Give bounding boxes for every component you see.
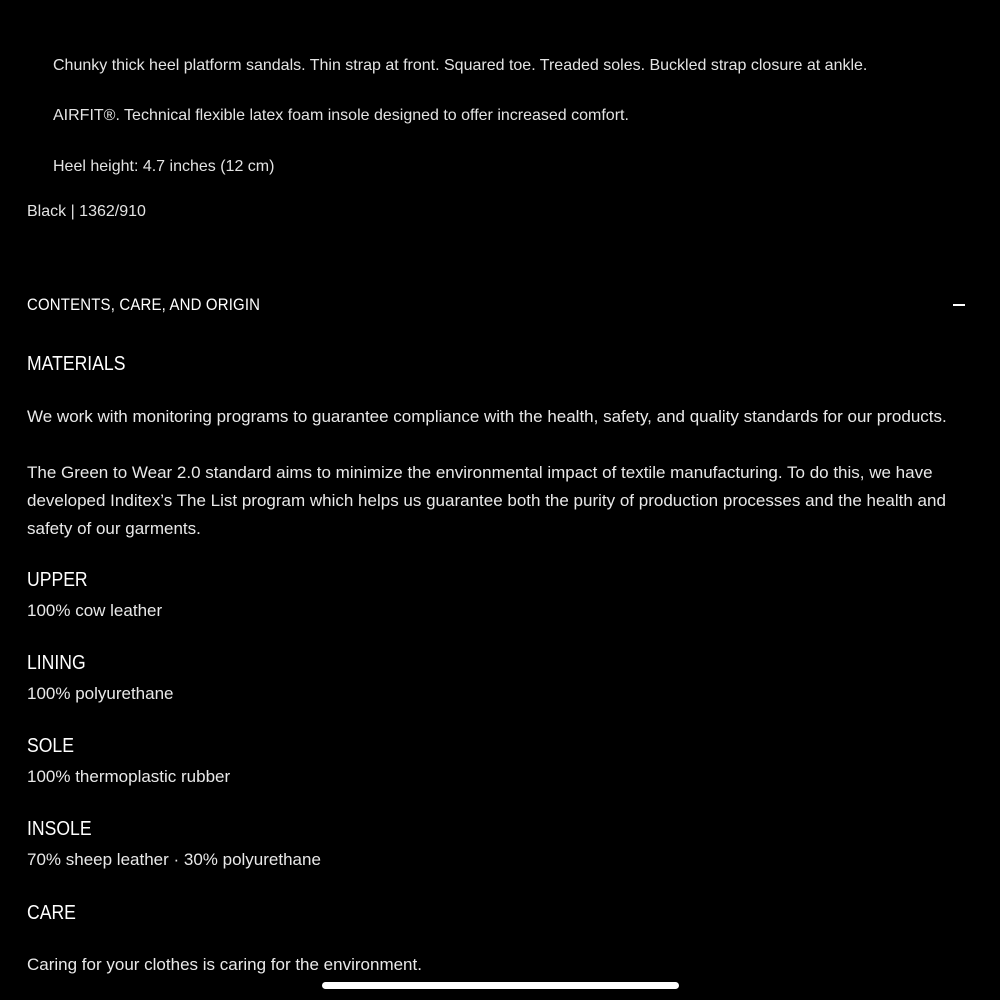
care-heading: CARE bbox=[27, 902, 76, 924]
materials-heading: MATERIALS bbox=[27, 353, 126, 375]
component-label-insole: INSOLE bbox=[27, 818, 92, 840]
color-reference: Black | 1362/910 bbox=[27, 203, 146, 220]
contents-care-origin-accordion[interactable] bbox=[27, 288, 973, 324]
description-line: AIRFIT®. Technical flexible latex foam insole designed to offer increased comfort. bbox=[53, 107, 629, 124]
component-value-insole: 70% sheep leather · 30% polyurethane bbox=[27, 850, 321, 869]
care-text: Caring for your clothes is caring for the environment. bbox=[27, 955, 422, 974]
component-label-sole: SOLE bbox=[27, 735, 74, 757]
component-value-lining: 100% polyurethane bbox=[27, 684, 174, 703]
description-line: Chunky thick heel platform sandals. Thin strap at front. Squared toe. Treaded soles. Buckled strap closure at ankle. bbox=[53, 57, 868, 74]
accordion-title: CONTENTS, CARE, AND ORIGIN bbox=[27, 295, 261, 314]
component-value-sole: 100% thermoplastic rubber bbox=[27, 767, 231, 786]
component-value-upper: 100% cow leather bbox=[27, 601, 163, 620]
home-indicator[interactable] bbox=[322, 982, 679, 989]
minus-icon[interactable] bbox=[953, 297, 967, 311]
materials-paragraph: The Green to Wear 2.0 standard aims to minimize the environmental impact of textile manufacturing. To do this, we have developed Inditex’s The List program which helps us guarantee both the purity of production processes and the health and safety of our garments. bbox=[27, 463, 946, 538]
description-line: Heel height: 4.7 inches (12 cm) bbox=[53, 158, 275, 175]
materials-paragraph: We work with monitoring programs to guarantee compliance with the health, safety, and quality standards for our products. bbox=[27, 407, 947, 426]
component-label-upper: UPPER bbox=[27, 569, 88, 591]
component-label-lining: LINING bbox=[27, 652, 86, 674]
